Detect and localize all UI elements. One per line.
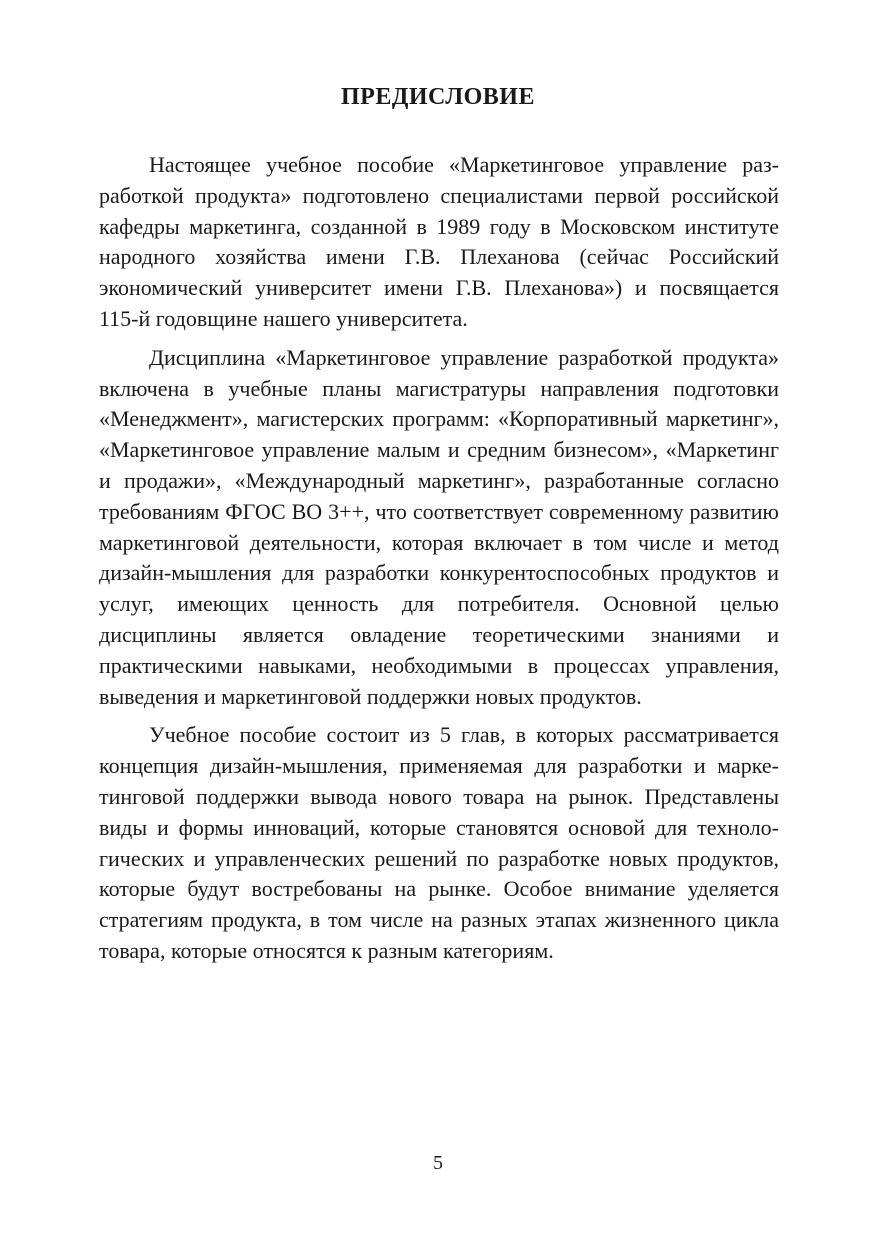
- page-number: 5: [433, 1152, 443, 1174]
- body-text: [99, 150, 779, 975]
- page-title: ПРЕДИСЛОВИЕ: [341, 84, 535, 110]
- paragraph-1: Настоящее учебное пособие «Маркетинговое управление разработкой продукта» подготовлено специалистами первой российской кафедры маркетинга, созданной в 1989 году в Московском институте народного хозяйства имени Г.В. Плеханова (сейчас Российский экономический университет имени Г.В. Плеханова») и посвящается 115-й годовщине нашего университета.: [99, 152, 779, 331]
- paragraph-2: Дисциплина «Маркетинговое управление разработкой продукта» включена в учебные планы магистратуры направления подготовки «Менеджмент», магистерских программ: «Корпоративный маркетинг», «Маркетинговое управление малым и средним бизнесом», «Маркетинг и продажи», «Международный маркетинг», разработанные согласно требованиям ФГОС ВО 3++, что соответствует современному развитию маркетинговой деятельности, которая включает в том числе и метод дизайн-мышления для разработки конкурентоспособных продуктов и услуг, имеющих ценность для потребителя. Основной целью дисциплины является овладение теоретическими знаниями и практическими навыками, необходимыми в процессах управления, выведения и маркетинговой поддержки новых продуктов.: [99, 344, 779, 709]
- paragraph-3: Учебное пособие состоит из 5 глав, в которых рассматривается концепция дизайн-мышления, применяемая для разработки и маркетинговой поддержки вывода нового товара на рынок. Представлены виды и формы инноваций, которые становятся основой для технологических и управленческих решений по разработке новых продуктов, которые будут востребованы на рынке. Особое внимание уделяется стратегиям продукта, в том числе на разных этапах жизненного цикла товара, которые относятся к разным категориям.: [99, 722, 779, 963]
